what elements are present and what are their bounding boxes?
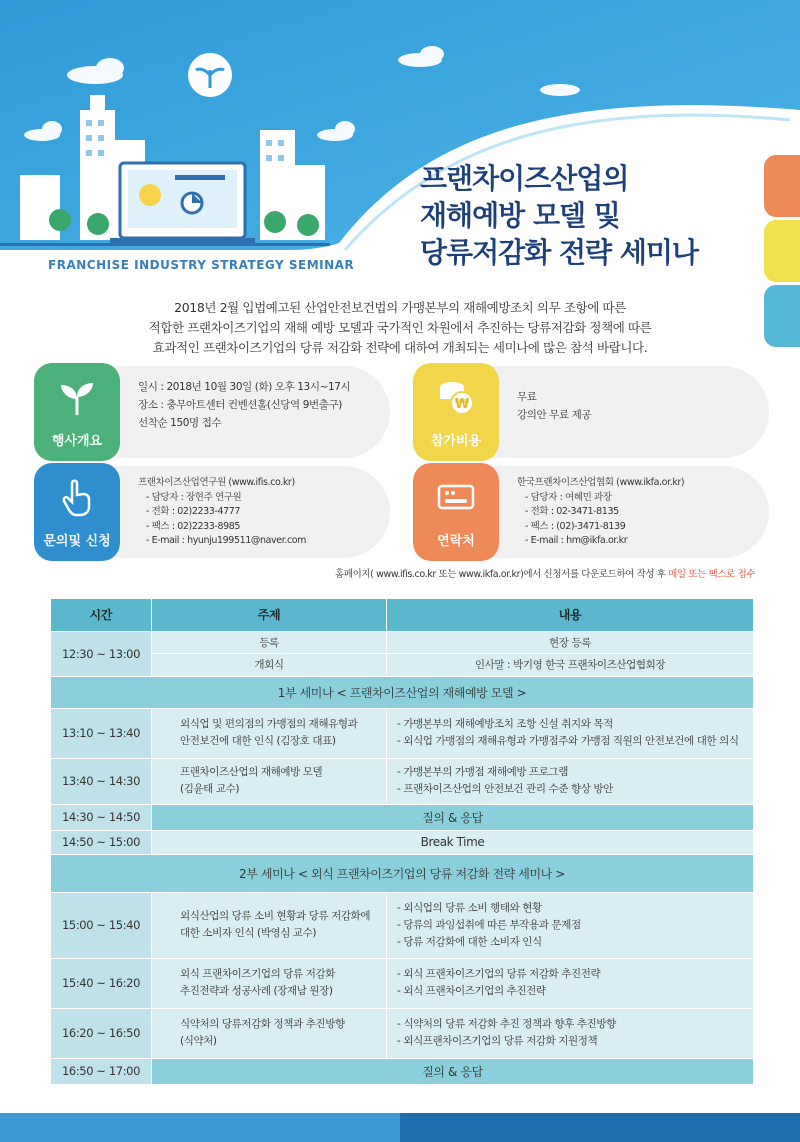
- topic-line: 외식산업의 당류 소비 현황과 당류 저감화에: [180, 910, 371, 922]
- intro-text: [0, 298, 800, 358]
- fee-card: [413, 366, 769, 458]
- side-tab-yellow: [764, 220, 800, 282]
- time-cell: 12:30 ~ 13:00: [51, 631, 152, 676]
- schedule-table: [50, 599, 754, 1085]
- topic-cell: 개회식: [152, 653, 387, 676]
- time-cell: 13:10 ~ 13:40: [51, 708, 152, 758]
- topic-cell: [152, 758, 387, 804]
- fee-line: 무료: [517, 391, 537, 403]
- content-line: - 식약처의 당류 저감화 추진 정책과 향후 추진방향: [397, 1018, 616, 1030]
- topic-cell: [152, 892, 387, 958]
- table-header-row: [51, 599, 754, 631]
- topic-cell: [152, 1008, 387, 1058]
- content-cell: [387, 1008, 754, 1058]
- note-highlight: 메일 또는 팩스로 접수: [668, 569, 755, 580]
- hero-banner: [0, 0, 800, 285]
- coin-icon: [436, 377, 476, 417]
- side-tab-orange: [764, 155, 800, 217]
- content-cell: [387, 758, 754, 804]
- table-row: [51, 631, 754, 653]
- overview-line: 장소 : 충무아트센터 컨벤션홀(신당역 9번출구): [138, 399, 342, 411]
- table-row: [51, 958, 754, 1008]
- content-line: - 프랜차이즈산업의 안전보건 관리 수준 향상 방안: [397, 783, 613, 795]
- content-line: - 외식업 가맹점의 재해유형과 가맹점주와 가맹점 직원의 안전보건에 대한 의식: [397, 735, 739, 747]
- contact-label: 연락처: [437, 534, 475, 549]
- topic-line: 외식 프랜차이즈기업의 당류 저감화: [180, 968, 335, 980]
- time-cell: 14:30 ~ 14:50: [51, 804, 152, 830]
- overview-content: [138, 378, 350, 432]
- header-time: 시간: [51, 599, 152, 631]
- break-row: [51, 830, 754, 854]
- inquiry-line: - 전화 : 02)2233-4777: [146, 506, 241, 517]
- table-row: [51, 708, 754, 758]
- title-line: 프랜차이즈산업의: [420, 162, 629, 195]
- content-line: - 당류 저감화에 대한 소비자 인식: [397, 935, 542, 948]
- time-cell: 14:50 ~ 15:00: [51, 830, 152, 854]
- topic-line: (김윤태 교수): [180, 783, 240, 795]
- contact-line: - 팩스 : (02)-3471-8139: [525, 520, 626, 532]
- intro-line: 2018년 2월 입법예고된 산업안전보건법의 가맹본부의 재해예방조치 의무 조항에 따른: [174, 300, 626, 315]
- overview-card: [34, 366, 390, 458]
- fee-line: 강의안 무료 제공: [517, 409, 592, 421]
- table-row: [51, 892, 754, 958]
- content-cell: 현장 등록: [387, 631, 754, 653]
- table-row: [51, 653, 754, 676]
- time-cell: 16:50 ~ 17:00: [51, 1058, 152, 1084]
- content-line: - 가맹본부의 가맹점 재해예방 프로그램: [397, 766, 569, 778]
- inquiry-org: 프랜차이즈산업연구원 (www.ifis.co.kr): [138, 477, 295, 488]
- inquiry-badge: [34, 463, 120, 561]
- topic-line: 식약처의 당류저감화 정책과 추진방향: [180, 1018, 345, 1030]
- section-row: [51, 854, 754, 892]
- table-row: [51, 1008, 754, 1058]
- content-cell: [387, 892, 754, 958]
- content-cell: [387, 708, 754, 758]
- qa-row: [51, 804, 754, 830]
- qa-row: [51, 1058, 754, 1084]
- intro-line: 효과적인 프랜차이즈기업의 당류 저감화 전략에 대하여 개최되는 세미나에 많은 참석 바랍니다.: [152, 340, 648, 355]
- subtitle-en: FRANCHISE INDUSTRY STRATEGY SEMINAR: [48, 258, 355, 272]
- topic-cell: [152, 958, 387, 1008]
- time-cell: 13:40 ~ 14:30: [51, 758, 152, 804]
- content-line: - 외식 프랜차이즈기업의 당류 저감화 추진전략: [397, 968, 601, 980]
- topic-line: 외식업 및 편의점의 가맹점의 재해유형과: [180, 718, 358, 730]
- topic-line: 추진전략과 성공사례 (장재남 원장): [180, 985, 333, 997]
- svg-text:₩: ₩: [454, 397, 470, 412]
- inquiry-line: - E-mail : hyunju199511@naver.com: [146, 535, 307, 546]
- title-line: 당류저감화 전략 세미나: [420, 236, 698, 269]
- fee-label: 참가비용: [430, 434, 482, 449]
- topic-line: 안전보건에 대한 인식 (김장호 대표): [180, 735, 336, 747]
- time-cell: 16:20 ~ 16:50: [51, 1008, 152, 1058]
- fee-content: [517, 388, 591, 424]
- note-text: 홈페이지( www.ifis.co.kr 또는 www.ikfa.or.kr)에서 신청서를 다운로드하여 작성 후: [335, 569, 669, 580]
- content-line: - 당류의 과잉섭취에 따른 부작용과 문제점: [397, 918, 581, 931]
- intro-line: 적합한 프랜차이즈기업의 재해 예방 모델과 국가적인 차원에서 추진하는 당류저감화 정책에 따른: [148, 320, 652, 335]
- registration-note: [335, 566, 755, 580]
- content-line: - 외식업의 당류 소비 행태와 현황: [397, 901, 542, 914]
- topic-line: 프랜차이즈산업의 재해예방 모델: [180, 766, 323, 778]
- topic-cell: [152, 708, 387, 758]
- inquiry-line: - 담당자 : 장현주 연구원: [146, 491, 242, 503]
- time-cell: 15:00 ~ 15:40: [51, 892, 152, 958]
- overview-line: 선착순 150명 접수: [138, 417, 222, 429]
- time-cell: 15:40 ~ 16:20: [51, 958, 152, 1008]
- contact-card: [413, 466, 769, 558]
- topic-line: (식약처): [180, 1035, 217, 1047]
- topic-cell: 등록: [152, 631, 387, 653]
- content-cell: [387, 958, 754, 1008]
- table-row: [51, 758, 754, 804]
- header-topic: 주제: [152, 599, 387, 631]
- section-title: 2부 세미나 < 외식 프랜차이즈기업의 당류 저감화 전략 세미나 >: [51, 854, 754, 892]
- qa-label: 질의 & 응답: [152, 1058, 754, 1084]
- content-cell: 인사말 : 박기영 한국 프랜차이즈산업협회장: [387, 653, 754, 676]
- page-title: [420, 160, 698, 271]
- contact-org: 한국프랜차이즈산업협회 (www.ikfa.or.kr): [517, 477, 685, 488]
- contact-card-icon: [436, 477, 476, 517]
- section-row: [51, 676, 754, 708]
- overview-badge: [34, 363, 120, 461]
- contact-line: - 전화 : 02-3471-8135: [525, 506, 619, 517]
- qa-label: 질의 & 응답: [152, 804, 754, 830]
- fee-badge: [413, 363, 499, 461]
- footer-bar: [0, 1113, 800, 1142]
- topic-line: 대한 소비자 인식 (박영심 교수): [180, 927, 317, 939]
- break-label: Break Time: [152, 830, 754, 854]
- contact-badge: [413, 463, 499, 561]
- overview-line: 일시 : 2018년 10월 30일 (화) 오후 13시~17시: [138, 381, 351, 393]
- inquiry-label: 문의및 신청: [43, 534, 111, 549]
- inquiry-line: - 팩스 : 02)2233-8985: [146, 520, 241, 532]
- contact-line: - 담당자 : 여혜민 과장: [525, 491, 612, 503]
- overview-label: 행사개요: [51, 434, 103, 449]
- title-line: 재해예방 모델 및: [420, 199, 620, 232]
- contact-content: [517, 476, 684, 549]
- hand-pointer-icon: [57, 477, 97, 517]
- contact-line: - E-mail : hm@ikfa.or.kr: [525, 535, 628, 546]
- sprout-icon: [57, 377, 97, 417]
- content-line: - 외식프랜차이즈기업의 당류 저감화 지원정책: [397, 1035, 598, 1047]
- inquiry-card: [34, 466, 390, 558]
- content-line: - 가맹본부의 재해예방조치 조항 신설 취지와 목적: [397, 718, 613, 730]
- header-content: 내용: [387, 599, 754, 631]
- inquiry-content: [138, 476, 306, 549]
- section-title: 1부 세미나 < 프랜차이즈산업의 재해예방 모델 >: [51, 676, 754, 708]
- content-line: - 외식 프랜차이즈기업의 추진전략: [397, 985, 546, 997]
